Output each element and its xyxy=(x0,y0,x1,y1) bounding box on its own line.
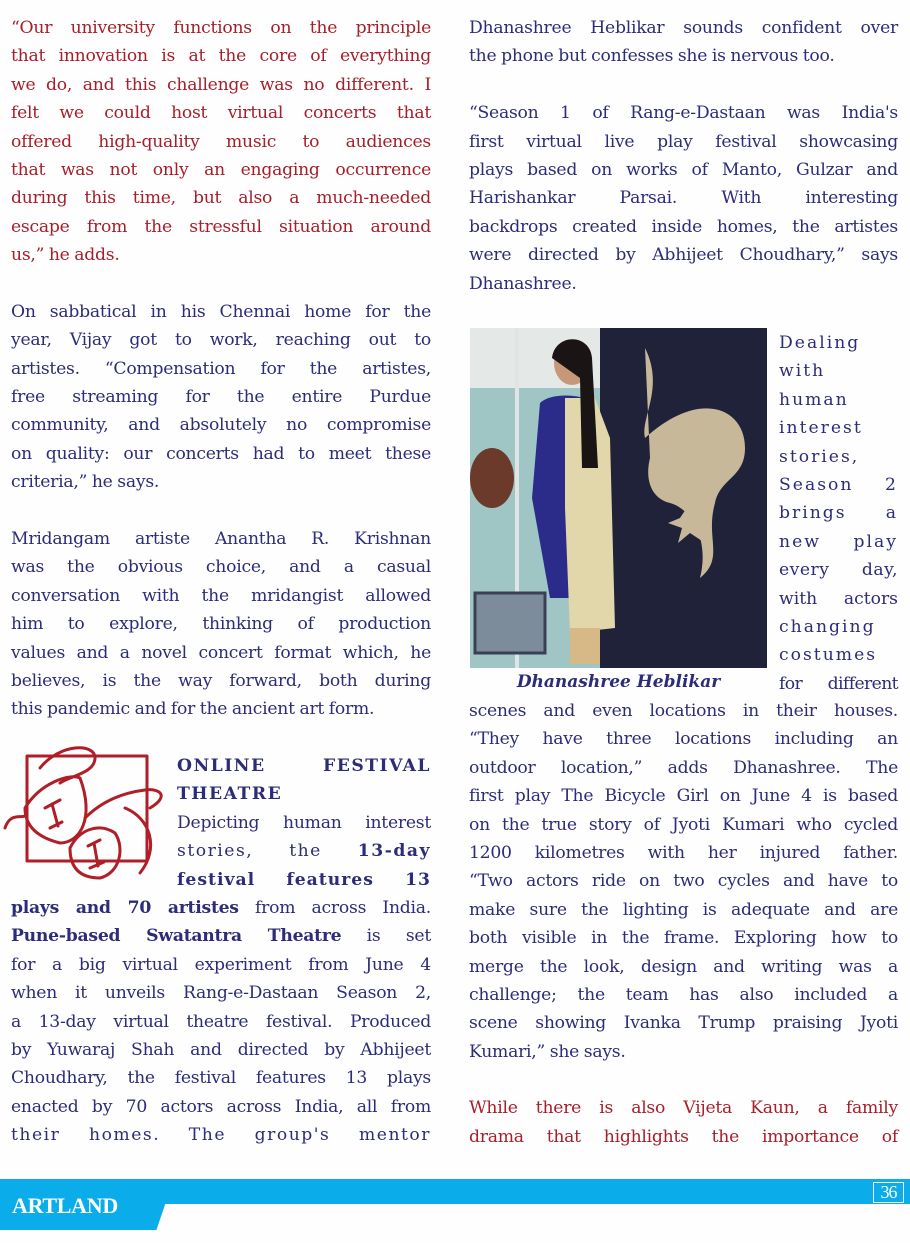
right-column xyxy=(469,14,898,298)
text-line: first virtual live play festival showcasing xyxy=(469,131,898,152)
text-line: Mridangam artiste Anantha R. Krishnan xyxy=(11,529,431,550)
text-line: “Our university functions on the principle xyxy=(11,18,431,38)
text-line: for a big virtual experiment from June 4 xyxy=(11,954,431,975)
text-line: On sabbatical in his Chennai home for the xyxy=(11,301,431,322)
text-line: Dealing xyxy=(779,333,861,353)
text-line: were directed by Abhijeet Choudhary,” says xyxy=(469,245,898,266)
photo-caption: Dhanashree Heblikar xyxy=(516,672,721,692)
paragraph-season1 xyxy=(469,99,898,298)
text-line: enacted by 70 actors across India, all from xyxy=(11,1096,431,1117)
text-line: Season 2 xyxy=(779,474,898,495)
text-line: stories, xyxy=(779,446,860,467)
quote-paragraph xyxy=(11,14,431,270)
text-line: “They have three locations including an xyxy=(469,729,898,750)
text-line: conversation with the mridangist allowed xyxy=(11,585,431,606)
text-line: outdoor location,” adds Dhanashree. The xyxy=(469,757,898,778)
text-line: values and a novel concert format which, he xyxy=(11,642,431,663)
text-line: that was not only an engaging occurrence xyxy=(11,159,431,180)
text-line: community, and absolutely no compromise xyxy=(11,415,431,436)
bold-text: Pune-based Swatantra Theatre xyxy=(11,926,342,947)
text-line: when it unveils Rang-e-Dastaan Season 2, xyxy=(11,983,431,1004)
section-intro xyxy=(177,752,431,894)
section-heading: THEATRE xyxy=(177,784,283,805)
text-line: with actors xyxy=(779,588,898,609)
text-line: make sure the lighting is adequate and are xyxy=(469,899,898,920)
text-line: Harishankar Parsai. With interesting xyxy=(469,188,898,209)
text-line: new play xyxy=(779,531,898,552)
text-line: free streaming for the entire Purdue xyxy=(11,387,431,408)
text-line: interest xyxy=(779,418,863,439)
text-line: Dhanashree. xyxy=(469,273,577,294)
text-line: Dhanashree Heblikar sounds confident over xyxy=(469,18,898,38)
text-line xyxy=(11,894,431,922)
text-line: challenge; the team has also included a xyxy=(469,984,898,1005)
text-line: offered high-quality music to audiences xyxy=(11,131,431,152)
portrait-photo xyxy=(470,328,767,668)
text-line: was the obvious choice, and a casual xyxy=(11,557,431,578)
bold-text: plays and 70 artistes xyxy=(11,898,239,918)
text-line: changing xyxy=(779,616,876,637)
text-line: on the true story of Jyoti Kumari who cycled xyxy=(469,814,898,835)
theatre-masks-icon xyxy=(0,738,175,888)
text-line: criteria,” he says. xyxy=(11,472,160,493)
left-column xyxy=(11,14,431,724)
text-line: “Season 1 of Rang-e-Dastaan was India's xyxy=(469,103,898,124)
text-line: we do, and this challenge was no different. I xyxy=(11,74,431,95)
text-line: costumes xyxy=(779,645,878,666)
text-line xyxy=(11,922,431,950)
text-line: human xyxy=(779,389,849,410)
bold-text: 13-day xyxy=(357,841,431,862)
text-line: on quality: our concerts had to meet these xyxy=(11,443,431,464)
text-line: the phone but confesses she is nervous too. xyxy=(469,46,835,67)
text-line: this pandemic and for the ancient art form. xyxy=(11,699,375,720)
text-line: merge the look, design and writing was a xyxy=(469,956,898,977)
text-line: artistes. “Compensation for the artistes, xyxy=(11,358,431,379)
text-line: their homes. The group's mentor xyxy=(11,1125,431,1146)
text-line: every day, xyxy=(779,560,898,581)
text-line: felt we could host virtual concerts that xyxy=(11,103,431,124)
page-number: 36 xyxy=(873,1182,904,1203)
section-body xyxy=(11,894,431,1150)
paragraph-mridangam xyxy=(11,525,431,724)
text-span: stories, the xyxy=(177,841,358,862)
portrait-illustration xyxy=(470,328,767,668)
text-line: drama that highlights the importance of xyxy=(469,1126,898,1147)
text-line: scenes and even locations in their houses. xyxy=(469,701,898,721)
text-line: us,” he adds. xyxy=(11,245,120,266)
text-line: both visible in the frame. Exploring how to xyxy=(469,928,898,949)
text-line: Choudhary, the festival features 13 plays xyxy=(11,1068,431,1089)
text-line: believes, is the way forward, both during xyxy=(11,670,431,691)
text-line: a 13-day virtual theatre festival. Produced xyxy=(11,1011,431,1032)
text-line: that innovation is at the core of everything xyxy=(11,46,431,67)
text-line xyxy=(177,837,431,865)
text-line: While there is also Vijeta Kaun, a family xyxy=(469,1098,898,1119)
text-line: Kumari,” she says. xyxy=(469,1041,626,1062)
paragraph-sabbatical xyxy=(11,298,431,497)
text-line: for different xyxy=(779,673,898,694)
text-span: is set xyxy=(341,926,431,947)
section-heading: ONLINE FESTIVAL xyxy=(177,756,431,776)
paragraph-bicycle-girl xyxy=(469,697,898,1151)
text-line: escape from the stressful situation around xyxy=(11,216,431,237)
section-label: ARTLAND xyxy=(12,1193,118,1218)
text-span: from across India. xyxy=(238,898,431,918)
text-line: backdrops created inside homes, the artistes xyxy=(469,216,898,237)
text-line: “Two actors ride on two cycles and have to xyxy=(469,871,898,892)
text-line: with xyxy=(779,361,826,382)
text-line: brings a xyxy=(779,503,898,524)
paragraph-intro xyxy=(469,14,898,71)
paragraph-vijeta-kaun xyxy=(469,1094,898,1151)
text-line: during this time, but also a much-needed xyxy=(11,188,431,209)
bold-text-line: festival features 13 xyxy=(177,869,431,890)
text-line: by Yuwaraj Shah and directed by Abhijeet xyxy=(11,1039,431,1060)
photo-wrap-text xyxy=(779,329,898,698)
text-line: scene showing Ivanka Trump praising Jyoti xyxy=(469,1013,898,1034)
text-line: plays based on works of Manto, Gulzar and xyxy=(469,159,898,180)
text-line: year, Vijay got to work, reaching out to xyxy=(11,330,431,351)
text-line: Depicting human interest xyxy=(177,812,431,833)
text-line: 1200 kilometres with her injured father. xyxy=(469,842,898,863)
text-line: him to explore, thinking of production xyxy=(11,614,431,635)
text-line: first play The Bicycle Girl on June 4 is based xyxy=(469,786,898,807)
